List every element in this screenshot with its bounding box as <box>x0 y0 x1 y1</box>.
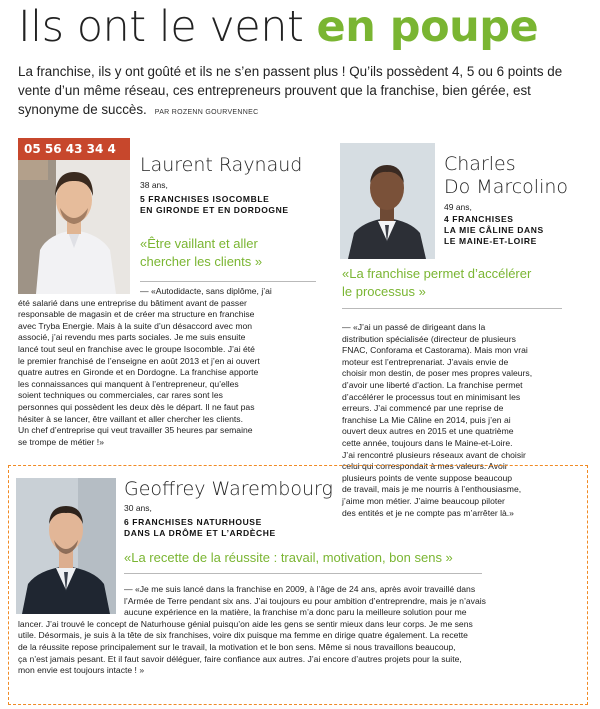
profile-body: — «Je me suis lancé dans la franchise en 2009, à l’âge de 24 ans, après avoir travaillé dans l’Armée de Terre pendant six ans. J’ai toujours eu pour ambition d’entreprendre, mais je n’avais aucune expérience en la matière, la franchise m’a donc paru la meilleure solution pour me lancer. J’ai trouvé le concept de Naturhouse génial puisqu’on aide les gens se sentir mieux dans leur corps. Je me sens utile. Désormais, je suis à la tête de six franchises, voire dix puisque ma femme en dirige quatre également. La recette de la réussite repose principalement sur le travail, la motivation et le bon sens. Même si nous travaillons beaucoup, ça n’est jamais pesant. Et il faut savoir déléguer, faire confiance aux autres. J’ai encore d’autres projets pour la suite, mon envie est toujours intacte ! » <box>18 584 486 676</box>
page-title-accent: en poupe <box>316 2 539 52</box>
profile-name: Geoffrey Warembourg <box>124 478 333 500</box>
photo-sign-text: 05 56 43 34 4 <box>24 142 116 156</box>
profile-age: 38 ans, <box>140 180 168 190</box>
portrait-charles-do-marcolino <box>340 143 435 259</box>
profile-name: Laurent Raynaud <box>140 154 303 176</box>
profile-age: 30 ans, <box>124 503 152 513</box>
divider <box>124 573 482 574</box>
profile-quote: «Être vaillant et aller chercher les clients » <box>140 236 263 269</box>
profile-body: — «Autodidacte, sans diplôme, j’ai été salarié dans une entreprise du bâtiment avant de passer responsable de magasin et de créer ma structure en franchise avec Tryba Energie. Mais à la suite d’un désaccord avec mon associé, j’ai revendu mes parts sociales. Je me suis ensuite lancé tout seul en franchise avec le groupe Isocomble. J’ai été le premier franchisé de l’enseigne en août 2013 et j’en ai ouvert quatre autres en Gironde et en Dordogne. La franchise apporte les connaissances qui manquent à l’entrepreneur, qu’elles soient techniques ou commerciales, car rares sont les personnes qui possèdent les deux dès le départ. Il ne faut pas hésiter à se lancer, être vaillant et aller chercher les clients. Un chef d’entreprise qui veut travailler 35 heures par semaine se trompe de métier !» <box>18 286 272 447</box>
profile-quote: «La franchise permet d’accélérer le processus » <box>342 266 532 299</box>
profile-body: — «J’ai un passé de dirigeant dans la distribution spécialisée (directeur de plusieurs FNAC, Conforama et Castorama). Mais mon vrai moteur est l’entreprenariat. J’avais envie de choisir mon destin, de poser mes propres valeurs, d’avoir une liberté d’action. La franchise permet d’accélérer le processus tout en minimisant les erreurs. J’ai commencé par une reprise de franchise La Mie Câline en 2014, puis j’en ai ouvert deux autres en 2015 et une quatrième cette année, toujours dans le Maine-et-Loire. J’ai rencontré plusieurs réseaux avant de choisir celui qui correspondait à mes valeurs. Avoir plusieurs points de vente suppose beaucoup de travail, mais je me nourris à l’enthousiasme, j’aime mon métier. J’aime beaucoup piloter des entités et je ne compte pas m’arrêter là.» <box>342 322 533 518</box>
profile-role: 6 FRANCHISES NATURHOUSE DANS LA DRÔME ET L’ARDÈCHE <box>124 517 276 538</box>
profile-role: 5 FRANCHISES ISOCOMBLE EN GIRONDE ET EN DORDOGNE <box>140 194 289 215</box>
profile-name: Charles Do Marcolino <box>444 153 569 198</box>
profile-age: 49 ans, <box>444 202 472 212</box>
profile-role: 4 FRANCHISES LA MIE CÂLINE DANS LE MAINE-ET-LOIRE <box>444 214 544 246</box>
profile-quote: «La recette de la réussite : travail, motivation, bon sens » <box>124 550 453 565</box>
divider <box>140 281 316 282</box>
intro-paragraph: La franchise, ils y ont goûté et ils ne s’en passent plus ! Qu’ils possèdent 4, 5 ou 6 points de vente d’un même réseau, ces entrepreneurs prouvent que la franchise, bien gérée, est synonyme de succès. PAR ROZENN GOURVENNEC <box>18 64 563 117</box>
divider <box>342 308 562 309</box>
byline: PAR ROZENN GOURVENNEC <box>154 109 259 116</box>
portrait-laurent-raynaud <box>18 138 130 294</box>
page-title: Ils ont le vent en poupe <box>18 2 539 52</box>
